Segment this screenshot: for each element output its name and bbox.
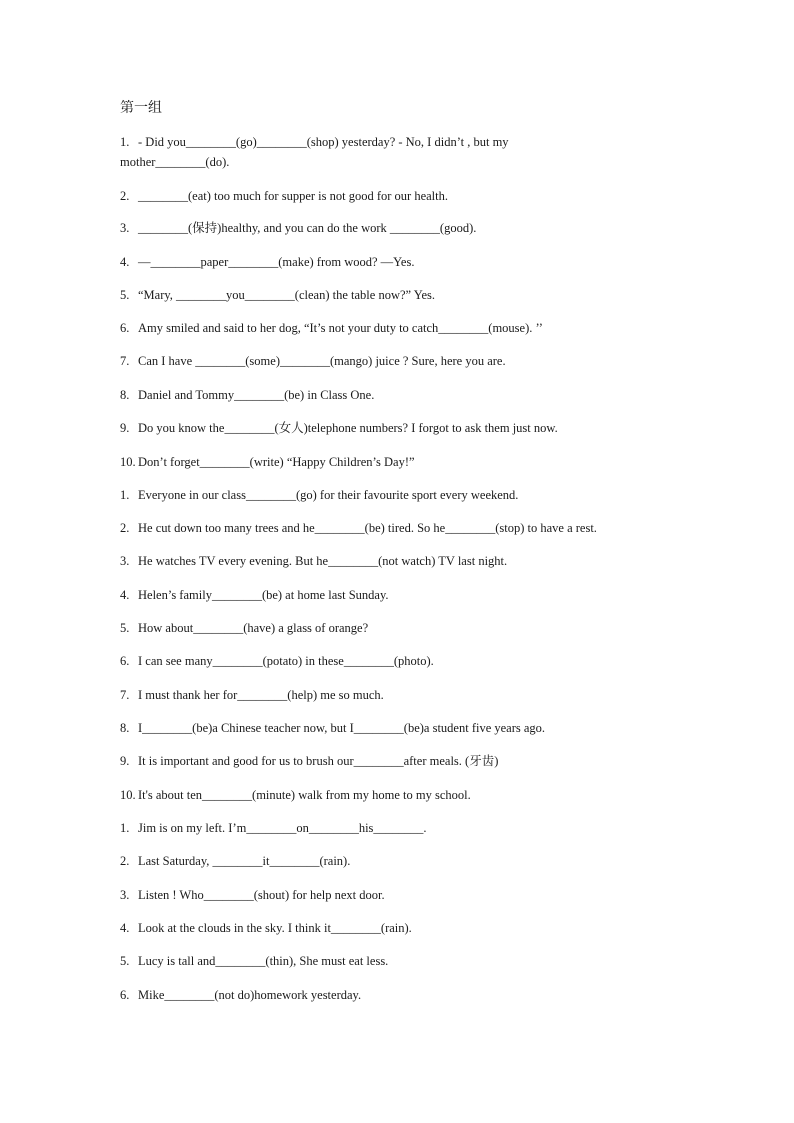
item-text: It is important and good for us to brush our________after meals. (牙齿) [138,754,499,768]
list-item [120,751,498,771]
list-item [120,951,388,971]
list-item [120,218,476,238]
list-item [120,418,558,438]
item-text: I can see many________(potato) in these________(photo). [138,654,434,668]
list-item [120,551,507,571]
item-number: 8. [120,721,130,735]
list-item [120,685,384,705]
item-number: 2. [120,854,130,868]
item-text: Can I have ________(some)________(mango) juice ? Sure, here you are. [138,354,506,368]
item-number: 3. [120,554,130,568]
item-text: Jim is on my left. I’m________on________his________. [138,821,427,835]
list-item [120,132,570,172]
item-text: He cut down too many trees and he________(be) tired. So he________(stop) to have a rest. [138,521,597,535]
item-number: 4. [120,921,130,935]
item-number: 10. [120,788,136,802]
item-text: Look at the clouds in the sky. I think it________(rain). [138,921,412,935]
list-item [120,585,389,605]
item-text: - Did you________(go)________(shop) yesterday? - No, I didn’t , but my mother________(do). [120,135,509,169]
item-text: He watches TV every evening. But he________(not watch) TV last night. [138,554,508,568]
item-number: 10. [120,455,136,469]
list-item [120,918,412,938]
list-item [120,851,350,871]
item-number: 7. [120,688,130,702]
list-item [120,452,415,472]
item-text: “Mary, ________you________(clean) the table now?” Yes. [138,288,436,302]
list-item [120,818,427,838]
item-text: Listen ! Who________(shout) for help next door. [138,888,385,902]
item-number: 5. [120,288,130,302]
item-text: I must thank her for________(help) me so much. [138,688,384,702]
list-item [120,651,434,671]
item-number: 1. [120,821,130,835]
item-text: Amy smiled and said to her dog, “It’s not your duty to catch________(mouse). ’’ [138,321,543,335]
item-text: How about________(have) a glass of orange? [138,621,369,635]
item-number: 1. [120,135,130,149]
page-title: 第一组 [120,101,162,116]
item-text: Don’t forget________(write) “Happy Children’s Day!” [138,455,415,469]
item-number: 6. [120,654,130,668]
item-text: Lucy is tall and________(thin), She must eat less. [138,954,389,968]
item-number: 2. [120,521,130,535]
list-item [120,385,374,405]
item-text: Daniel and Tommy________(be) in Class One. [138,388,375,402]
list-item [120,785,471,805]
list-item [120,618,368,638]
list-item [120,885,385,905]
item-number: 1. [120,488,130,502]
item-text: —________paper________(make) from wood? —Yes. [138,255,415,269]
list-item [120,285,435,305]
list-item [120,351,506,371]
item-text: I________(be)a Chinese teacher now, but I________(be)a student five years ago. [138,721,546,735]
item-text: Last Saturday, ________it________(rain). [138,854,351,868]
item-text: Everyone in our class________(go) for their favourite sport every weekend. [138,488,519,502]
item-number: 3. [120,221,130,235]
list-item [120,186,448,206]
item-number: 8. [120,388,130,402]
item-number: 5. [120,954,130,968]
list-item [120,518,597,538]
list-item [120,718,545,738]
item-number: 7. [120,354,130,368]
item-number: 5. [120,621,130,635]
list-item [120,485,518,505]
item-text: ________(保持)healthy, and you can do the work ________(good). [138,221,477,235]
item-number: 6. [120,988,130,1002]
item-text: ________(eat) too much for supper is not good for our health. [138,189,449,203]
item-number: 3. [120,888,130,902]
list-item [120,985,361,1005]
item-number: 2. [120,189,130,203]
item-text: Mike________(not do)homework yesterday. [138,988,362,1002]
list-item [120,318,543,338]
list-item [120,252,414,272]
item-text: It's about ten________(minute) walk from my home to my school. [138,788,471,802]
item-number: 4. [120,588,130,602]
item-number: 9. [120,421,130,435]
item-number: 6. [120,321,130,335]
item-number: 9. [120,754,130,768]
item-number: 4. [120,255,130,269]
item-text: Do you know the________(女人)telephone numbers? I forgot to ask them just now. [138,421,558,435]
item-text: Helen’s family________(be) at home last Sunday. [138,588,389,602]
